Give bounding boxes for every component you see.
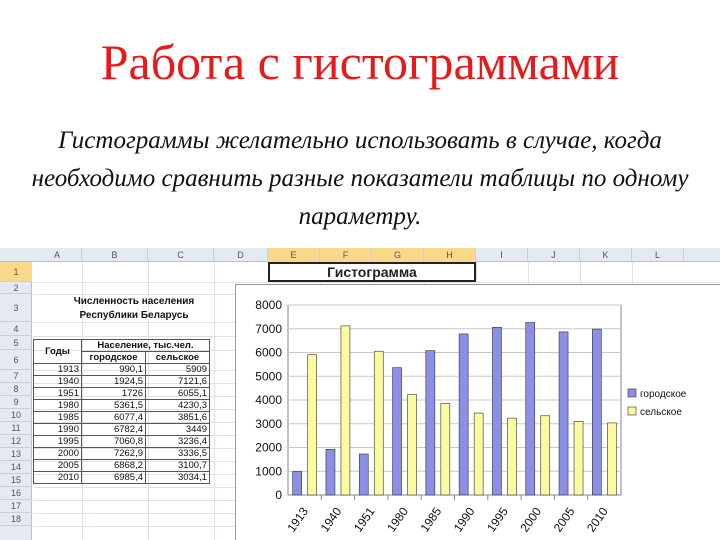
bar-urban — [359, 454, 368, 495]
column-header-c[interactable]: C — [148, 248, 214, 262]
table-row — [34, 376, 210, 388]
y-tick-label: 5000 — [255, 369, 282, 384]
legend-swatch-rural — [628, 407, 636, 415]
population-table — [33, 339, 210, 484]
rural-cell[interactable]: 3100,7 — [146, 460, 210, 472]
column-header-k[interactable]: K — [580, 248, 632, 262]
table-row — [34, 424, 210, 436]
row-header-15[interactable]: 15 — [0, 474, 32, 487]
row-header-8[interactable]: 8 — [0, 383, 32, 396]
row-header-17[interactable]: 17 — [0, 500, 32, 513]
spreadsheet — [0, 248, 720, 540]
years-header: Годы — [34, 340, 82, 364]
column-header-j[interactable]: J — [528, 248, 580, 262]
population-header: Население, тыс.чел. — [82, 340, 210, 352]
bar-rural — [607, 423, 616, 495]
table-body — [34, 364, 210, 484]
rural-cell[interactable]: 3851,6 — [146, 412, 210, 424]
y-tick-label: 7000 — [255, 321, 282, 336]
row-header-9[interactable]: 9 — [0, 396, 32, 409]
urban-cell[interactable]: 1924,5 — [82, 376, 146, 388]
row-header-10[interactable]: 10 — [0, 409, 32, 422]
year-cell[interactable]: 1990 — [34, 424, 82, 436]
urban-cell[interactable]: 6782,4 — [82, 424, 146, 436]
year-cell[interactable]: 2010 — [34, 472, 82, 484]
year-cell[interactable]: 2005 — [34, 460, 82, 472]
y-tick-label: 2000 — [255, 440, 282, 455]
bar-rural — [408, 395, 417, 495]
row-header-2[interactable]: 2 — [0, 282, 32, 294]
bar-urban — [459, 334, 468, 495]
rural-cell[interactable]: 4230,3 — [146, 400, 210, 412]
column-header-a[interactable]: A — [33, 248, 82, 262]
urban-cell[interactable]: 1726 — [82, 388, 146, 400]
x-tick-label: 1951 — [350, 504, 378, 535]
column-header-d[interactable]: D — [214, 248, 268, 262]
row-header-7[interactable]: 7 — [0, 370, 32, 383]
year-cell[interactable]: 1913 — [34, 364, 82, 376]
table-row — [34, 412, 210, 424]
urban-cell[interactable]: 6077,4 — [82, 412, 146, 424]
x-tick-label: 2010 — [584, 504, 611, 535]
bar-rural — [374, 351, 383, 495]
column-header-i[interactable]: I — [476, 248, 528, 262]
bar-rural — [541, 416, 550, 495]
table-row — [34, 472, 210, 484]
column-header-f[interactable]: F — [320, 248, 372, 262]
chart-title-cell[interactable]: Гистограмма — [268, 262, 476, 282]
rural-cell[interactable]: 7121,6 — [146, 376, 210, 388]
rural-cell[interactable]: 3336,5 — [146, 448, 210, 460]
rural-cell[interactable]: 3449 — [146, 424, 210, 436]
bar-rural — [341, 326, 350, 495]
bar-rural — [474, 413, 483, 495]
column-header-b[interactable]: B — [82, 248, 148, 262]
row-header-3[interactable]: 3 — [0, 294, 32, 322]
rural-cell[interactable]: 3236,4 — [146, 436, 210, 448]
table-caption-line2: Республики Беларусь — [79, 310, 189, 321]
bar-rural — [441, 404, 450, 495]
urban-cell[interactable]: 5361,5 — [82, 400, 146, 412]
x-tick-label: 1913 — [284, 504, 312, 535]
table-row — [34, 436, 210, 448]
row-header-4[interactable]: 4 — [0, 322, 32, 336]
bar-urban — [326, 449, 335, 495]
y-tick-label: 8000 — [255, 298, 282, 312]
x-tick-label: 1980 — [384, 504, 412, 535]
urban-cell[interactable]: 6868,2 — [82, 460, 146, 472]
year-cell[interactable]: 1980 — [34, 400, 82, 412]
row-header-5[interactable]: 5 — [0, 336, 32, 350]
legend-label-urban: городское — [640, 389, 687, 400]
row-header-11[interactable]: 11 — [0, 422, 32, 435]
rural-cell[interactable]: 3034,1 — [146, 472, 210, 484]
x-tick-label: 2000 — [517, 504, 545, 535]
y-tick-label: 3000 — [255, 416, 282, 431]
bar-rural — [308, 355, 317, 495]
row-header-13[interactable]: 13 — [0, 448, 32, 461]
table-row — [34, 388, 210, 400]
row-header-18[interactable]: 18 — [0, 513, 32, 526]
x-tick-label: 1985 — [417, 504, 445, 535]
y-tick-label: 1000 — [255, 464, 282, 479]
table-row — [34, 400, 210, 412]
bar-urban — [592, 329, 601, 495]
row-header-1[interactable]: 1 — [0, 262, 32, 282]
rural-cell[interactable]: 5909 — [146, 364, 210, 376]
legend-swatch-urban — [628, 389, 636, 397]
year-cell[interactable]: 1985 — [34, 412, 82, 424]
chart-svg — [236, 285, 720, 540]
urban-cell[interactable]: 6985,4 — [82, 472, 146, 484]
bar-rural — [574, 421, 583, 495]
urban-header: городское — [82, 352, 146, 364]
x-tick-label: 1995 — [484, 504, 511, 535]
bar-urban — [426, 351, 435, 495]
bar-urban — [492, 327, 501, 495]
year-cell[interactable]: 1951 — [34, 388, 82, 400]
column-header-l[interactable]: L — [632, 248, 684, 262]
column-header-row — [0, 248, 720, 262]
slide-subtitle: Гистограммы желательно использовать в случае, когда необходимо сравнить разные показатели таблицы по одному параметру. — [31, 127, 689, 230]
urban-cell[interactable]: 7262,9 — [82, 448, 146, 460]
table-row — [34, 364, 210, 376]
row-header-16[interactable]: 16 — [0, 487, 32, 500]
y-tick-label: 4000 — [255, 393, 282, 407]
table-row — [34, 448, 210, 460]
table-row — [34, 460, 210, 472]
bar-urban — [293, 471, 302, 495]
histogram-chart[interactable] — [235, 284, 720, 540]
urban-cell[interactable]: 7060,8 — [82, 436, 146, 448]
row-header-6[interactable]: 6 — [0, 350, 32, 370]
year-cell[interactable]: 1940 — [34, 376, 82, 388]
bar-rural — [507, 418, 516, 495]
bar-urban — [526, 323, 535, 495]
y-tick-label: 0 — [275, 488, 282, 502]
urban-cell[interactable]: 990,1 — [82, 364, 146, 376]
x-tick-label: 1940 — [317, 504, 345, 535]
row-header-14[interactable]: 14 — [0, 461, 32, 474]
x-tick-label: 1990 — [450, 504, 478, 535]
year-cell[interactable]: 2000 — [34, 448, 82, 460]
bar-urban — [393, 368, 402, 495]
rural-cell[interactable]: 6055,1 — [146, 388, 210, 400]
x-tick-label: 2005 — [550, 504, 578, 535]
slide-title: Работа с гистограммами — [100, 34, 620, 90]
bar-urban — [559, 332, 568, 495]
row-header-column — [0, 262, 32, 540]
rural-header: сельское — [146, 352, 210, 364]
table-caption-line1: Численность населения — [73, 296, 195, 307]
grid-row-line — [33, 282, 720, 283]
row-header-12[interactable]: 12 — [0, 435, 32, 448]
y-tick-label: 6000 — [255, 345, 282, 360]
legend-label-rural: сельское — [640, 407, 682, 418]
column-header-g[interactable]: G — [372, 248, 424, 262]
column-header-e[interactable]: E — [268, 248, 320, 262]
column-header-h[interactable]: H — [424, 248, 476, 262]
year-cell[interactable]: 1995 — [34, 436, 82, 448]
